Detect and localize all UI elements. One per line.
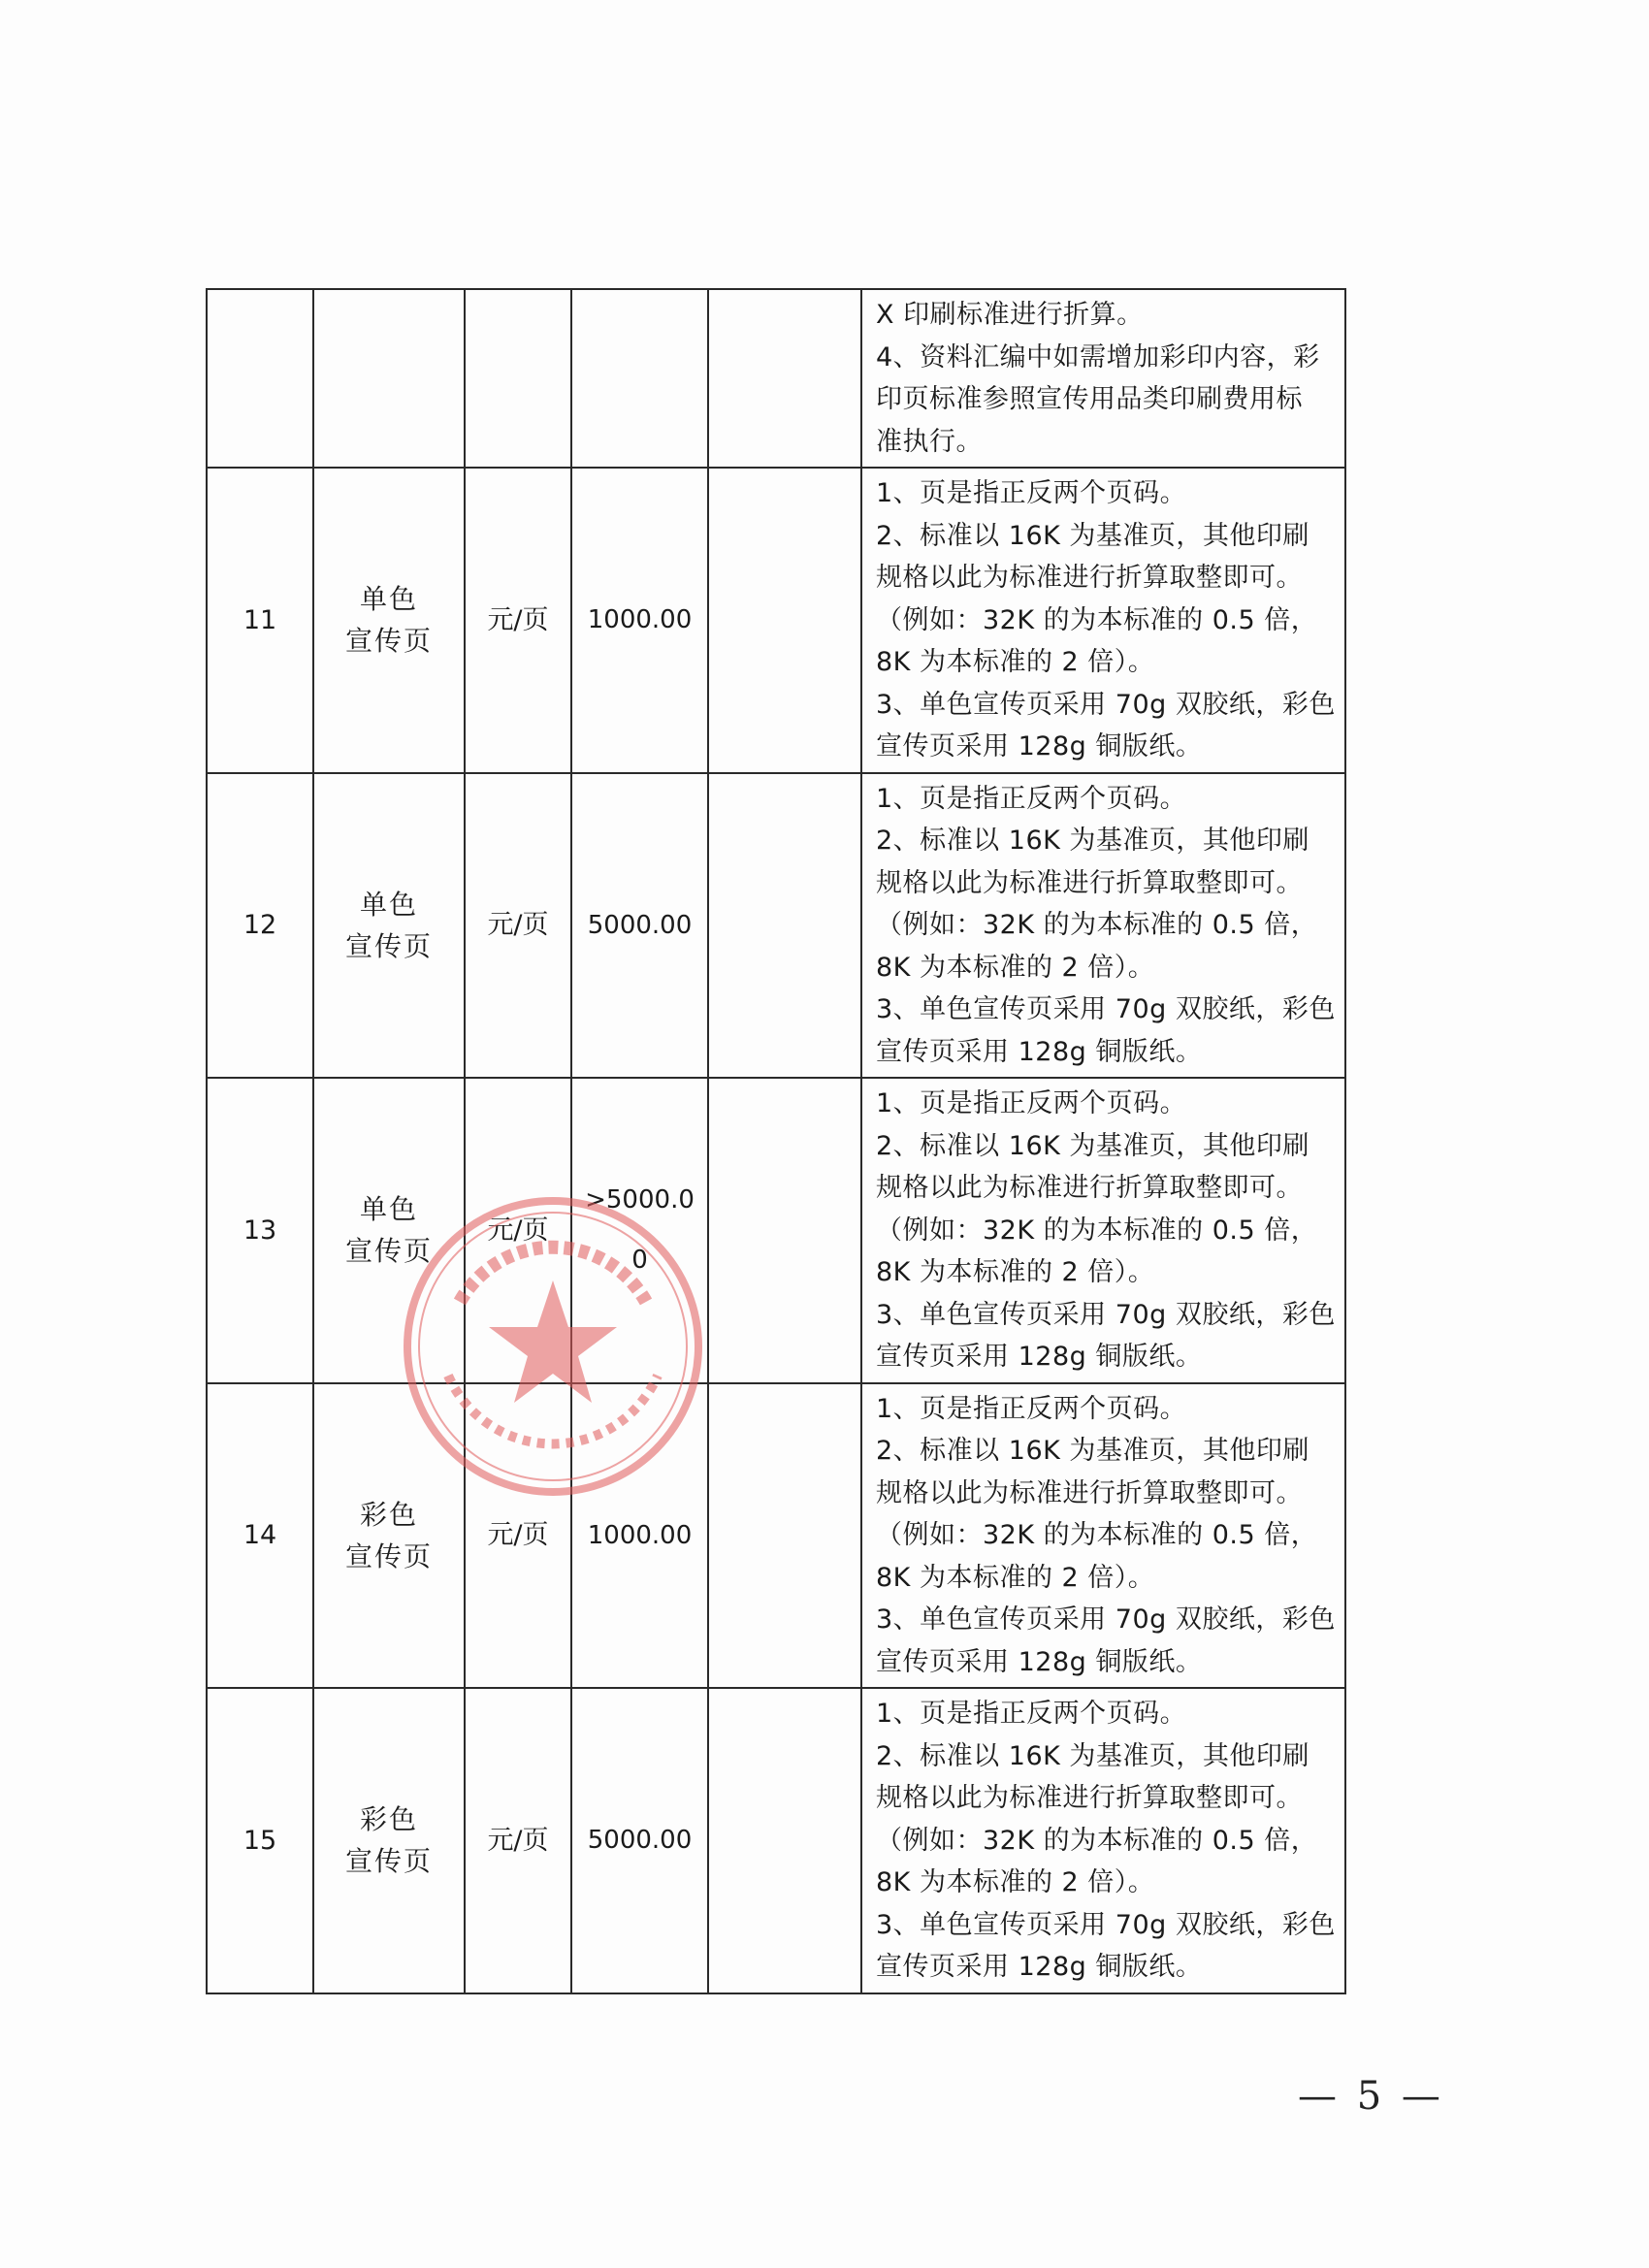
category-cell bbox=[313, 1688, 465, 1993]
price-cell bbox=[571, 773, 708, 1079]
note-line: 规格以此为标准进行折算取整即可。 bbox=[876, 867, 1303, 898]
note-line: 宣传页采用 128g 铜版纸。 bbox=[876, 1646, 1203, 1677]
table-row bbox=[207, 1078, 1345, 1383]
price-cell bbox=[571, 1078, 708, 1383]
unit-cell bbox=[465, 289, 571, 468]
price-text: 1000.00 bbox=[587, 605, 693, 635]
note-line: 8K 为本标准的 2 倍）。 bbox=[876, 647, 1155, 677]
table-row bbox=[207, 1383, 1345, 1689]
category-cell bbox=[313, 289, 465, 468]
empty-cell bbox=[708, 1688, 861, 1993]
price-text: 1000.00 bbox=[587, 1520, 693, 1550]
category-cell bbox=[313, 773, 465, 1079]
table-body bbox=[207, 289, 1345, 1993]
category-text: 宣传页 bbox=[344, 1235, 433, 1268]
price-cell bbox=[571, 468, 708, 773]
note-line: 3、单色宣传页采用 70g 双胶纸，彩色 bbox=[876, 1604, 1336, 1635]
note-line: （例如：32K 的为本标准的 0.5 倍， bbox=[876, 604, 1318, 635]
category-text: 宣传页 bbox=[344, 1845, 433, 1878]
note-line: 8K 为本标准的 2 倍）。 bbox=[876, 1257, 1155, 1287]
price-text: 5000.00 bbox=[587, 910, 693, 940]
category-cell bbox=[313, 1383, 465, 1689]
note-line: 8K 为本标准的 2 倍）。 bbox=[876, 952, 1155, 983]
table-row bbox=[207, 773, 1345, 1079]
row-number-cell: 11 bbox=[207, 468, 313, 773]
price-cell bbox=[571, 1383, 708, 1689]
price-cell bbox=[571, 289, 708, 468]
category-text: 彩色 bbox=[359, 1803, 418, 1836]
note-line: 8K 为本标准的 2 倍）。 bbox=[876, 1867, 1155, 1897]
note-line: 1、页是指正反两个页码。 bbox=[876, 1088, 1187, 1118]
category-text: 宣传页 bbox=[344, 625, 433, 658]
row-number-cell: 15 bbox=[207, 1688, 313, 1993]
empty-cell bbox=[708, 1383, 861, 1689]
category-text: 单色 bbox=[359, 583, 418, 616]
table-row bbox=[207, 468, 1345, 773]
note-line: 宣传页采用 128g 铜版纸。 bbox=[876, 731, 1203, 761]
empty-cell bbox=[708, 468, 861, 773]
note-line: （例如：32K 的为本标准的 0.5 倍， bbox=[876, 1215, 1318, 1246]
unit-cell: 元/页 bbox=[465, 468, 571, 773]
empty-cell bbox=[708, 773, 861, 1079]
notes-cell bbox=[861, 289, 1345, 468]
note-line: 准执行。 bbox=[876, 426, 983, 457]
row-number-cell: 14 bbox=[207, 1383, 313, 1689]
note-line: 2、标准以 16K 为基准页，其他印刷 bbox=[876, 1740, 1310, 1771]
note-line: 4、资料汇编中如需增加彩印内容，彩 bbox=[876, 341, 1320, 373]
row-number-cell bbox=[207, 289, 313, 468]
price-cell bbox=[571, 1688, 708, 1993]
price-text: 0 bbox=[631, 1246, 648, 1276]
note-line: 2、标准以 16K 为基准页，其他印刷 bbox=[876, 826, 1310, 856]
price-text: 5000.00 bbox=[587, 1826, 693, 1856]
category-cell bbox=[313, 468, 465, 773]
note-line: 规格以此为标准进行折算取整即可。 bbox=[876, 1783, 1303, 1813]
table-row bbox=[207, 289, 1345, 468]
row-number-cell: 13 bbox=[207, 1078, 313, 1383]
note-line: 宣传页采用 128g 铜版纸。 bbox=[876, 1342, 1203, 1372]
notes-cell bbox=[861, 1383, 1345, 1689]
note-line: 规格以此为标准进行折算取整即可。 bbox=[876, 563, 1303, 593]
unit-cell: 元/页 bbox=[465, 1078, 571, 1383]
note-line: （例如：32K 的为本标准的 0.5 倍， bbox=[876, 910, 1318, 940]
empty-cell bbox=[708, 289, 861, 468]
note-line: 印页标准参照宣传用品类印刷费用标 bbox=[876, 384, 1303, 414]
note-line: 1、页是指正反两个页码。 bbox=[876, 783, 1187, 814]
unit-cell: 元/页 bbox=[465, 773, 571, 1079]
printing-fee-table bbox=[206, 288, 1346, 1994]
note-line: 宣传页采用 128g 铜版纸。 bbox=[876, 1036, 1203, 1067]
category-text: 宣传页 bbox=[344, 1539, 433, 1572]
category-cell bbox=[313, 1078, 465, 1383]
empty-cell bbox=[708, 1078, 861, 1383]
note-line: 1、页是指正反两个页码。 bbox=[876, 478, 1187, 508]
note-line: 3、单色宣传页采用 70g 双胶纸，彩色 bbox=[876, 689, 1336, 720]
notes-cell bbox=[861, 468, 1345, 773]
note-line: 规格以此为标准进行折算取整即可。 bbox=[876, 1477, 1303, 1508]
note-line: 3、单色宣传页采用 70g 双胶纸，彩色 bbox=[876, 1909, 1336, 1940]
category-text: 单色 bbox=[359, 1193, 418, 1226]
note-line: 2、标准以 16K 为基准页，其他印刷 bbox=[876, 1436, 1310, 1466]
notes-cell bbox=[861, 773, 1345, 1079]
unit-cell: 元/页 bbox=[465, 1688, 571, 1993]
price-text: >5000.0 bbox=[585, 1185, 695, 1215]
note-line: 1、页是指正反两个页码。 bbox=[876, 1699, 1187, 1729]
note-line: 3、单色宣传页采用 70g 双胶纸，彩色 bbox=[876, 994, 1336, 1024]
page-number: — 5 — bbox=[1298, 2074, 1444, 2119]
note-line: 1、页是指正反两个页码。 bbox=[876, 1393, 1187, 1424]
note-line: （例如：32K 的为本标准的 0.5 倍， bbox=[876, 1520, 1318, 1550]
note-line: X 印刷标准进行折算。 bbox=[876, 300, 1144, 330]
note-line: （例如：32K 的为本标准的 0.5 倍， bbox=[876, 1825, 1318, 1856]
note-line: 2、标准以 16K 为基准页，其他印刷 bbox=[876, 1130, 1310, 1161]
category-text: 彩色 bbox=[359, 1498, 418, 1531]
note-line: 宣传页采用 128g 铜版纸。 bbox=[876, 1952, 1203, 1982]
note-line: 2、标准以 16K 为基准页，其他印刷 bbox=[876, 520, 1310, 551]
note-line: 8K 为本标准的 2 倍）。 bbox=[876, 1562, 1155, 1593]
category-text: 单色 bbox=[359, 888, 418, 921]
note-line: 规格以此为标准进行折算取整即可。 bbox=[876, 1173, 1303, 1203]
notes-cell bbox=[861, 1688, 1345, 1993]
row-number-cell: 12 bbox=[207, 773, 313, 1079]
category-text: 宣传页 bbox=[344, 929, 433, 962]
note-line: 3、单色宣传页采用 70g 双胶纸，彩色 bbox=[876, 1299, 1336, 1330]
table-row bbox=[207, 1688, 1345, 1993]
unit-cell: 元/页 bbox=[465, 1383, 571, 1689]
notes-cell bbox=[861, 1078, 1345, 1383]
